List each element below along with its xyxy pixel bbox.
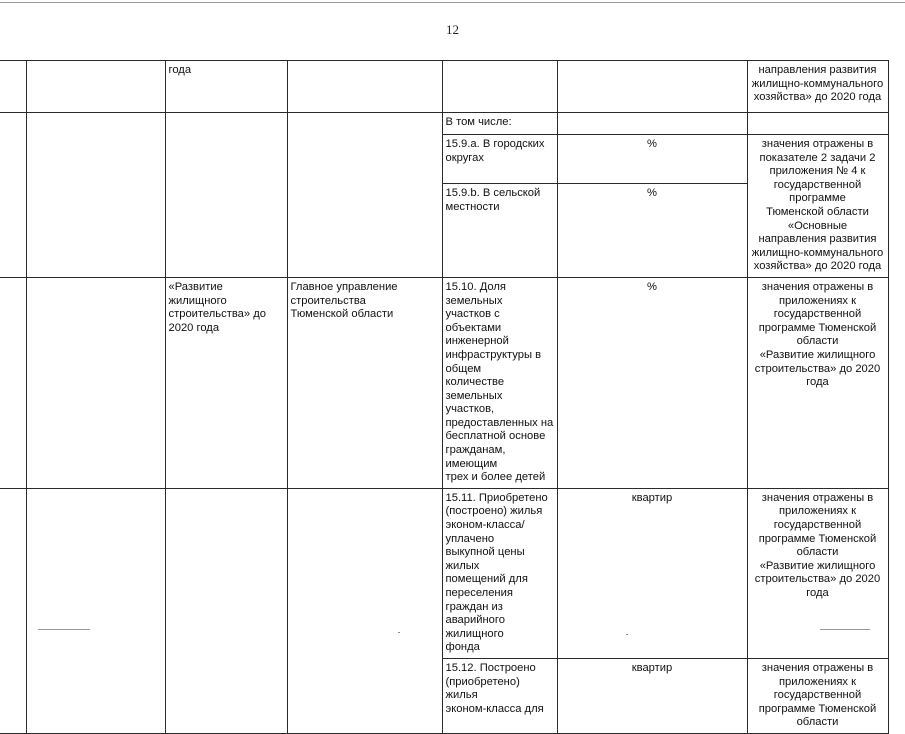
- unit-text: %: [647, 138, 657, 150]
- table-cell-executor: [287, 277, 442, 488]
- table-cell-program: [165, 488, 287, 733]
- table-cell-unit: [557, 61, 747, 113]
- indicator-text: 15.9.a. В городских округах: [445, 138, 545, 164]
- table-cell-indicator: [442, 277, 557, 488]
- table-cell-indicator: [442, 184, 557, 278]
- table-cell-program: [165, 61, 287, 113]
- table-cell-note: [747, 135, 888, 278]
- scan-speck: [626, 634, 628, 635]
- table-cell-placeholder: [26, 488, 165, 733]
- scan-speck: [398, 632, 400, 633]
- table-row: [0, 113, 888, 135]
- top-border-line: [0, 2, 905, 3]
- table-cell-indicator: [442, 113, 557, 135]
- table-cell-executor: [287, 488, 442, 733]
- unit-text: квартир: [631, 491, 673, 504]
- note-text: направления развития жилищно-коммунального хозяйства» до 2020 года: [751, 64, 884, 104]
- table-cell-unit: [557, 113, 747, 135]
- table-cell-indicator: [442, 61, 557, 113]
- table-row: [0, 61, 888, 113]
- scan-mark: [38, 629, 90, 630]
- indicator-text: 15.11. Приобретено (построено) жилья эконом-класса/уплачено выкупной цены жилых помещений для переселения граждан из аварийного жилищного фонда: [445, 491, 548, 654]
- table-cell-blank: [0, 113, 26, 278]
- table-cell-note: [747, 61, 888, 113]
- note-text: значения отражены в приложениях к государственной программе Тюменской области: [758, 661, 877, 729]
- page-number: 12: [446, 22, 459, 37]
- indicator-text: В том числе:: [445, 116, 512, 128]
- table-cell-indicator: [442, 488, 557, 658]
- table-cell-note: [747, 277, 888, 488]
- note-text: значения отражены в приложениях к государственной программе Тюменской области «Развитие жилищного строительства» до 2020 года: [754, 280, 881, 389]
- table-cell-placeholder: [26, 277, 165, 488]
- table-cell-note: [747, 113, 888, 135]
- unit-text: %: [647, 187, 657, 200]
- table-cell-indicator: [442, 658, 557, 733]
- program-text: «Развитие жилищного строительства» до 2020 года: [168, 280, 266, 334]
- note-text: значения отражены в приложениях к государственной программе Тюменской области «Развитие жилищного строительства» до 2020 года: [754, 491, 881, 599]
- table-cell-blank: [0, 61, 26, 113]
- table-cell-executor: [287, 113, 442, 278]
- unit-text: %: [647, 280, 657, 293]
- indicators-table: [0, 60, 889, 734]
- scan-mark: [820, 629, 870, 630]
- note-text: значения отражены в показателе 2 задачи 2 приложения № 4 к государственной программе Тюменской области «Основные направления развития жилищно-коммунального хозяйства» до 2020 года: [751, 138, 884, 273]
- table-cell-unit: [557, 488, 747, 658]
- indicator-text: 15.10. Доля земельных участков с объектами инженерной инфраструктуры в общем количестве земельных участков, предоставленных на бесплатной основе гражданам, имеющим трех и более детей: [445, 280, 554, 484]
- table-cell-unit: [557, 658, 747, 733]
- unit-text: квартир: [631, 661, 673, 674]
- program-text: года: [168, 64, 192, 76]
- table-row: [0, 488, 888, 658]
- table-cell-unit: [557, 184, 747, 278]
- table-cell-unit: [557, 135, 747, 184]
- table-cell-placeholder: [26, 113, 165, 278]
- indicator-text: 15.9.b. В сельской местности: [445, 187, 541, 213]
- table-cell-program: [165, 113, 287, 278]
- table-cell-note: [747, 488, 888, 658]
- table-cell-placeholder: [26, 61, 165, 113]
- table-cell-blank: [0, 488, 26, 733]
- executor-text: Главное управление строительства Тюменской области: [290, 280, 398, 321]
- table-cell-indicator: [442, 135, 557, 184]
- table-cell-note: [747, 658, 888, 733]
- table-cell-program: [165, 277, 287, 488]
- table-cell-unit: [557, 277, 747, 488]
- indicator-text: 15.12. Построено (приобретено) жилья эконом-класса для: [445, 661, 544, 715]
- table-row: [0, 277, 888, 488]
- table-cell-blank: [0, 277, 26, 488]
- table-cell-executor: [287, 61, 442, 113]
